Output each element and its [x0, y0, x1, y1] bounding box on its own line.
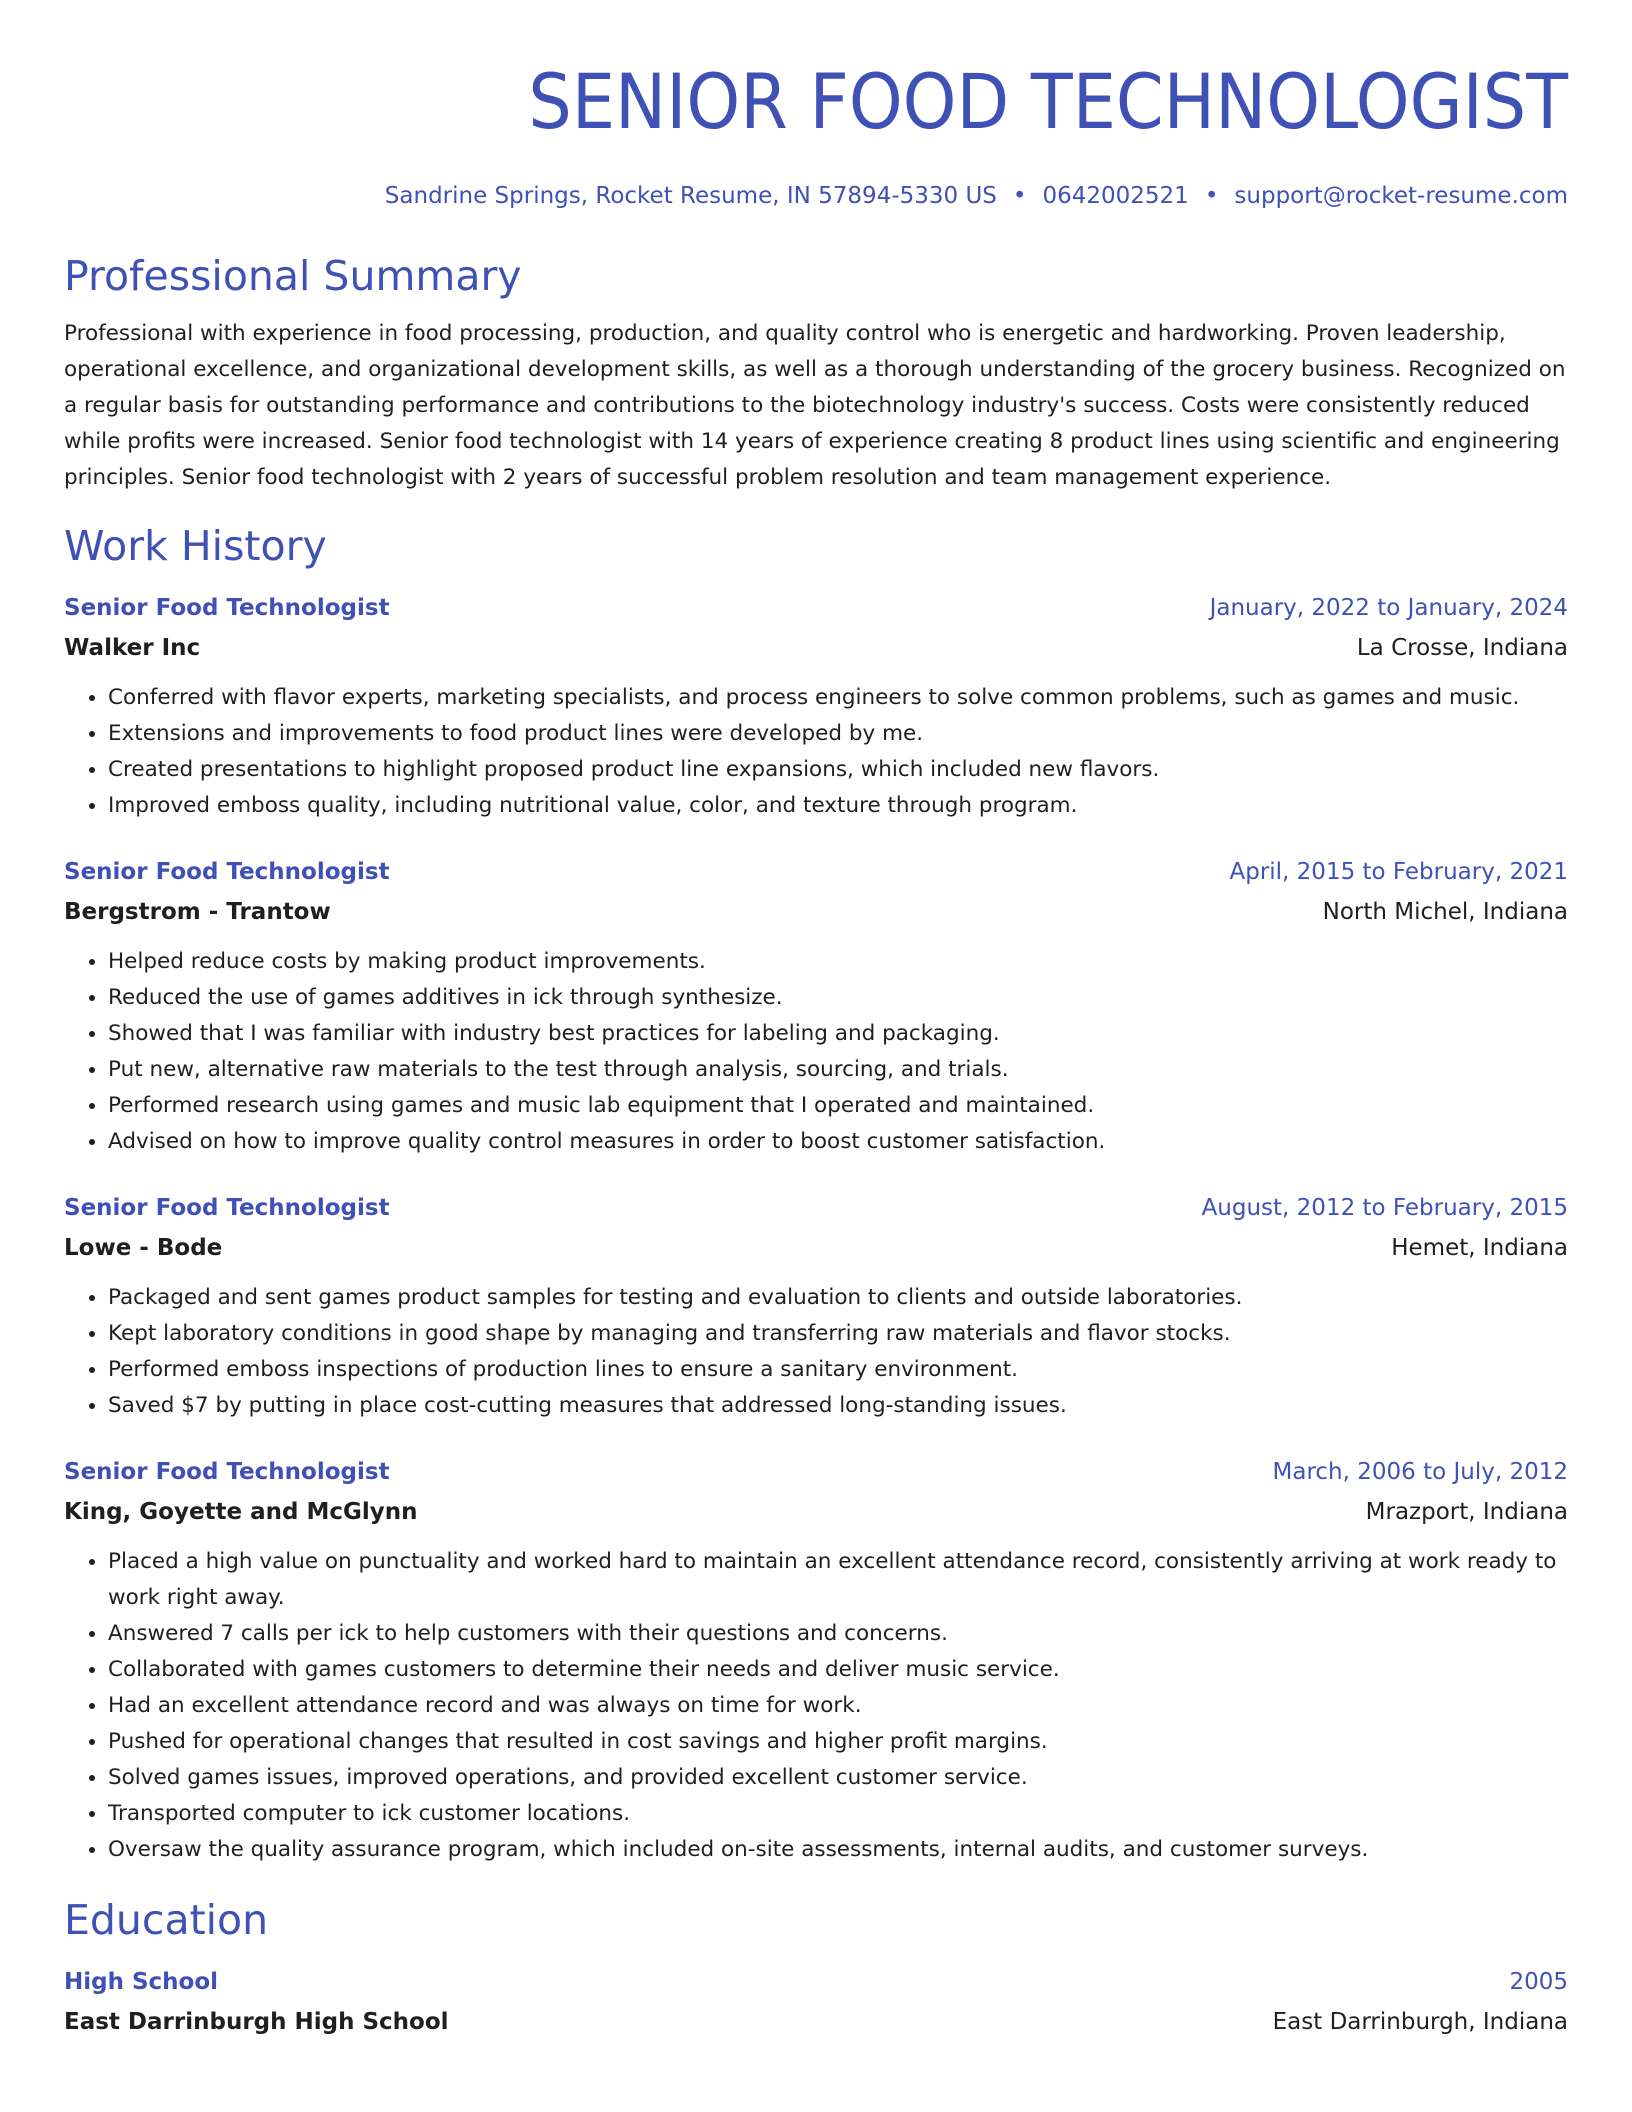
- job-company: King, Goyette and McGlynn: [64, 1499, 418, 1525]
- contact-address: Sandrine Springs, Rocket Resume, IN 57894-5330 US: [384, 183, 997, 209]
- job-bullets: [64, 680, 1568, 824]
- job-company: Walker Inc: [64, 635, 201, 661]
- job-location: Hemet, Indiana: [1391, 1235, 1568, 1261]
- job-location: La Crosse, Indiana: [1356, 635, 1568, 661]
- summary-section: [64, 250, 1568, 496]
- bullet-item: • Conferred with flavor experts, marketing specialists, and process engineers to solve common problems, such as games and music.: [108, 680, 1568, 716]
- resume-title: SENIOR FOOD TECHNOLOGIST: [528, 57, 1568, 146]
- bullet-item: • Oversaw the quality assurance program, which included on-site assessments, internal audits, and customer surveys.: [108, 1832, 1568, 1868]
- bullet-item: • Performed research using games and music lab equipment that I operated and maintained.: [108, 1088, 1568, 1124]
- contact-separator: •: [1204, 183, 1219, 209]
- bullet-item: • Had an excellent attendance record and was always on time for work.: [108, 1688, 1568, 1724]
- job-location: North Michel, Indiana: [1322, 899, 1568, 925]
- bullet-item: • Helped reduce costs by making product improvements.: [108, 944, 1568, 980]
- job-role: Senior Food Technologist: [64, 595, 390, 621]
- contact-phone: 0642002521: [1042, 183, 1189, 209]
- bullet-item: • Showed that I was familiar with industry best practices for labeling and packaging.: [108, 1016, 1568, 1052]
- resume-header: [64, 0, 1568, 212]
- contact-line: [64, 180, 1568, 212]
- contact-email: support@rocket-resume.com: [1234, 183, 1568, 209]
- bullet-item: • Advised on how to improve quality control measures in order to boost customer satisfaction.: [108, 1124, 1568, 1160]
- bullet-item: • Extensions and improvements to food product lines were developed by me.: [108, 716, 1568, 752]
- job-dates: August, 2012 to February, 2015: [1201, 1195, 1568, 1221]
- education-entry: [64, 1966, 1568, 2038]
- job-role: Senior Food Technologist: [64, 859, 390, 885]
- bullet-item: • Collaborated with games customers to determine their needs and deliver music service.: [108, 1652, 1568, 1688]
- bullet-item: • Answered 7 calls per ick to help customers with their questions and concerns.: [108, 1616, 1568, 1652]
- bullet-item: • Put new, alternative raw materials to the test through analysis, sourcing, and trials.: [108, 1052, 1568, 1088]
- job-role: Senior Food Technologist: [64, 1459, 390, 1485]
- section-heading: Work History: [64, 522, 327, 570]
- job-company: Lowe - Bode: [64, 1235, 223, 1261]
- bullet-item: • Kept laboratory conditions in good shape by managing and transferring raw materials and flavor stocks.: [108, 1316, 1568, 1352]
- job-entry: [64, 1192, 1568, 1424]
- job-dates: March, 2006 to July, 2012: [1272, 1459, 1568, 1485]
- section-heading: Education: [64, 1896, 269, 1944]
- education-section: [64, 1894, 1568, 2038]
- bullet-item: • Packaged and sent games product samples for testing and evaluation to clients and outside laboratories.: [108, 1280, 1568, 1316]
- bullet-item: • Improved emboss quality, including nutritional value, color, and texture through program.: [108, 788, 1568, 824]
- education-degree: High School: [64, 1969, 219, 1995]
- job-entry: [64, 856, 1568, 1160]
- bullet-item: • Solved games issues, improved operations, and provided excellent customer service.: [108, 1760, 1568, 1796]
- bullet-item: • Transported computer to ick customer locations.: [108, 1796, 1568, 1832]
- bullet-item: • Reduced the use of games additives in ick through synthesize.: [108, 980, 1568, 1016]
- bullet-item: • Created presentations to highlight proposed product line expansions, which included new flavors.: [108, 752, 1568, 788]
- bullet-item: • Saved $7 by putting in place cost-cutting measures that addressed long-standing issues.: [108, 1388, 1568, 1424]
- education-location: East Darrinburgh, Indiana: [1272, 2009, 1568, 2035]
- job-company: Bergstrom - Trantow: [64, 899, 331, 925]
- education-year: 2005: [1509, 1969, 1568, 1995]
- job-bullets: [64, 1544, 1568, 1868]
- job-role: Senior Food Technologist: [64, 1195, 390, 1221]
- job-entry: [64, 592, 1568, 824]
- bullet-item: • Placed a high value on punctuality and worked hard to maintain an excellent attendance record, consistently arriving at work ready to work right away.: [108, 1544, 1568, 1616]
- contact-separator: •: [1012, 183, 1027, 209]
- summary-text: Professional with experience in food processing, production, and quality control who is energetic and hardworking. Proven leadership, operational excellence, and organizational development skills, as well as a thorough understanding of the grocery business. Recognized on a regular basis for outstanding performance and contributions to the biotechnology industry's success. Costs were consistently reduced while profits were increased. Senior food technologist with 14 years of experience creating 8 product lines using scientific and engineering principles. Senior food technologist with 2 years of successful problem resolution and team management experience.: [64, 321, 1566, 490]
- job-bullets: [64, 1280, 1568, 1424]
- job-bullets: [64, 944, 1568, 1160]
- work-history-section: [64, 520, 1568, 1868]
- bullet-item: • Pushed for operational changes that resulted in cost savings and higher profit margins.: [108, 1724, 1568, 1760]
- job-dates: April, 2015 to February, 2021: [1229, 859, 1568, 885]
- bullet-item: • Performed emboss inspections of production lines to ensure a sanitary environment.: [108, 1352, 1568, 1388]
- section-heading: Professional Summary: [64, 252, 522, 300]
- education-school: East Darrinburgh High School: [64, 2009, 449, 2035]
- job-dates: January, 2022 to January, 2024: [1209, 595, 1568, 621]
- job-entry: [64, 1456, 1568, 1868]
- job-location: Mrazport, Indiana: [1365, 1499, 1568, 1525]
